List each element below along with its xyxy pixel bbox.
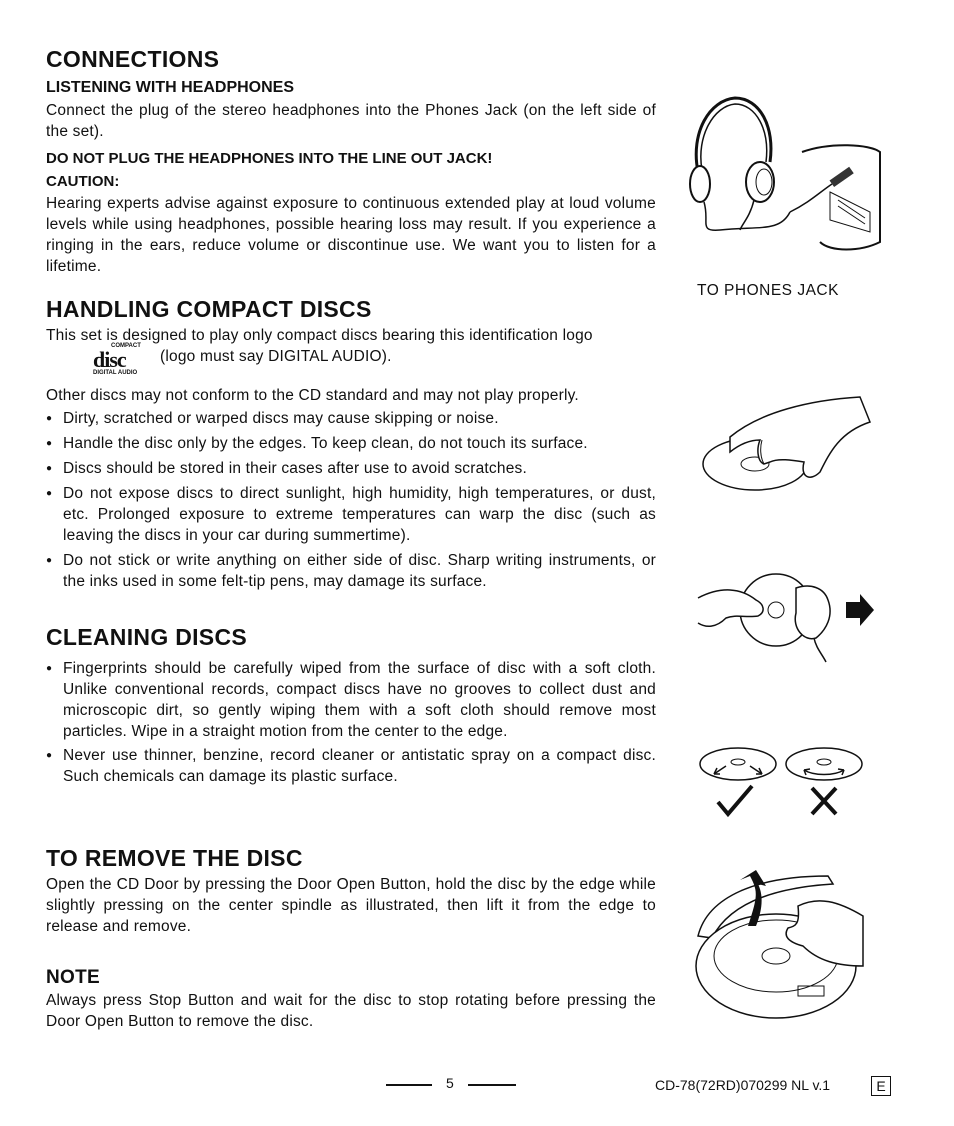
caution-text: Hearing experts advise against exposure to continuous extended play at loud volume levels while using headphones, possible hearing loss may result. If you experience a ringing in the ears, reduce volume or discontinue use. We want you to listen for a lifetime. [46,195,656,275]
handling-bullet: ● Do not stick or write anything on either side of disc. Sharp writing instruments, or the inks used in some felt-tip pens, may damage its surface. [46,550,656,592]
remove-text: Open the CD Door by pressing the Door Open Button, hold the disc by the edge while slightly pressing on the center spindle as illustrated, then lift it from the edge to release and remove. [46,876,656,935]
logo-main-text: disc [93,347,126,372]
disc-edge-handling-illustration [696,568,878,663]
caution-label: CAUTION: [46,173,120,190]
headphones-illustration [680,92,880,272]
connections-title: CONNECTIONS [46,46,220,72]
hand-holding-disc-illustration [700,392,880,502]
cross-icon [812,788,836,814]
handling-bullet: ● Dirty, scratched or warped discs may cause skipping or noise. [46,408,656,429]
handling-bullet: ● Do not expose discs to direct sunlight, high humidity, high temperatures, or dust, etc. Prolonged exposure to extreme temperatures can warp the disc (such as leaving the discs in your car during summertime). [46,483,656,546]
language-badge: E [871,1076,891,1096]
cleaning-bullet: ● Fingerprints should be carefully wiped from the surface of disc with a soft cloth. Unlike conventional records, compact discs have no grooves to collect dust and microscopic dirt, so gently wiping them with a soft cloth should remove most particles. Wipe in a straight motion from the center to the edge. [46,658,656,742]
wiping-direction-illustration [696,744,868,820]
handling-other: Other discs may not conform to the CD standard and may not play properly. [46,387,579,404]
handling-title: HANDLING COMPACT DISCS [46,296,372,322]
footer-rule-right [468,1084,516,1086]
line-out-warning: DO NOT PLUG THE HEADPHONES INTO THE LINE OUT JACK! [46,150,493,167]
connections-intro: Connect the plug of the stereo headphones into the Phones Jack (on the left side of the set). [46,102,656,140]
phones-jack-caption: TO PHONES JACK [697,282,839,299]
handling-bullet: ● Handle the disc only by the edges. To keep clean, do not touch its surface. [46,433,656,454]
cleaning-bullet-list [46,658,656,787]
note-title: NOTE [46,967,100,988]
logo-top-text: COMPACT [111,343,141,349]
remove-title: TO REMOVE THE DISC [46,845,303,871]
footer-rule-left [386,1084,432,1086]
handling-intro-1: This set is designed to play only compact discs bearing this identification logo [46,327,593,344]
cleaning-bullet: ● Never use thinner, benzine, record cleaner or antistatic spray on a compact disc. Such chemicals can damage its plastic surface. [46,745,656,787]
compact-disc-logo [93,343,145,377]
disc-correct-icon [700,748,776,780]
handling-bullet: ● Discs should be stored in their cases after use to avoid scratches. [46,458,656,479]
logo-bottom-text: DIGITAL AUDIO [93,370,138,376]
handling-intro-2: (logo must say DIGITAL AUDIO). [160,348,392,365]
model-code: CD-78(72RD)070299 NL v.1 [655,1077,831,1093]
headphones-subtitle: LISTENING WITH HEADPHONES [46,79,295,96]
cleaning-title: CLEANING DISCS [46,624,247,650]
page-number: 5 [446,1075,454,1091]
cd-player-illustration [688,866,868,1026]
handling-bullet-list [46,408,656,592]
checkmark-icon [718,786,752,814]
note-text: Always press Stop Button and wait for the disc to stop rotating before pressing the Door Open Button to remove the disc. [46,992,656,1030]
